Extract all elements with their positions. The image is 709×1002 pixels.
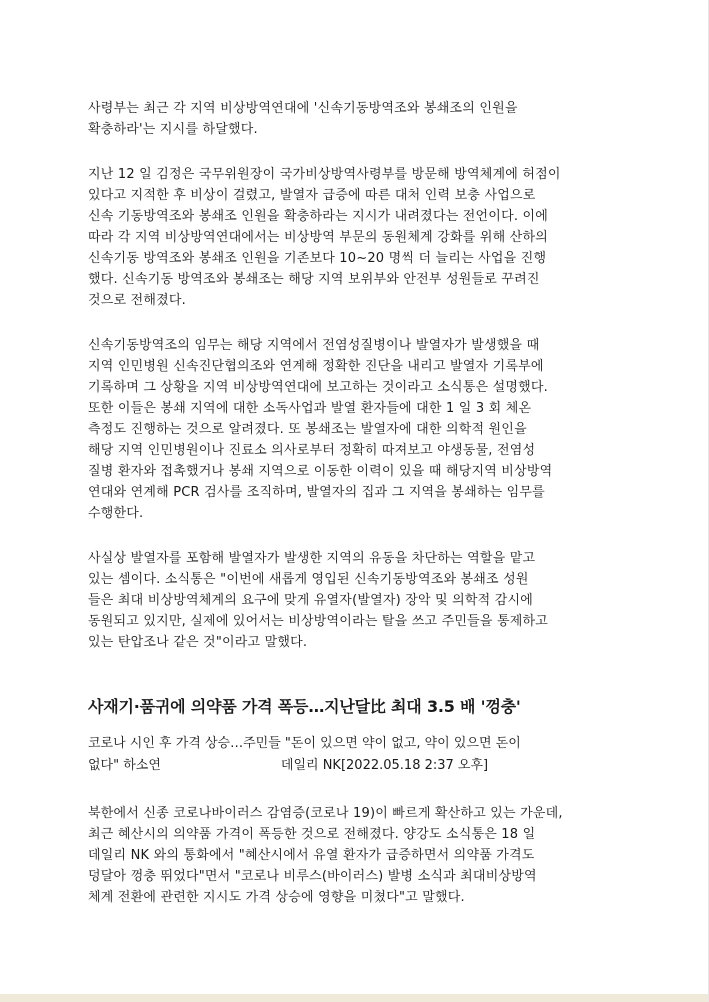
text-line: 신속기동방역조의 임무는 해당 지역에서 전염성질병이나 발열자가 발생했을 때 — [88, 338, 540, 353]
text-line: 것으로 전해졌다. — [88, 293, 186, 308]
subtitle-author-quote: 없다" 하소연 — [88, 758, 161, 773]
text-line: 사령부는 최근 각 지역 비상방역연대에 '신속기동방역조와 봉쇄조의 인원을 — [88, 101, 518, 116]
text-line: 기록하며 그 상황을 지역 비상방역연대에 보고하는 것이라고 소식통은 설명했다. — [88, 380, 549, 395]
article-subtitle — [88, 733, 628, 777]
subtitle-byline-row — [88, 755, 628, 777]
text-line: 질병 환자와 접촉했거나 봉쇄 지역으로 이동한 이력이 있을 때 해당지역 비상방역 — [88, 464, 553, 479]
article-headline: 사재기·품귀에 의약품 가격 폭등…지난달比 최대 3.5 배 '껑충' — [88, 697, 521, 716]
text-line: 연대와 연계해 PCR 검사를 조직하며, 발열자의 집과 그 지역을 봉쇄하는 임무를 — [88, 485, 545, 500]
paragraph-command-order — [88, 98, 628, 140]
text-line: 신속 기동방역조와 봉쇄조 인원을 확충하라는 지시가 내려졌다는 전언이다. 이에 — [88, 209, 549, 224]
text-line: 지난 12 일 김정은 국무위원장이 국가비상방역사령부를 방문해 방역체계에 허점이 — [88, 167, 561, 182]
text-line: 최근 혜산시의 의약품 가격이 폭등한 것으로 전해졌다. 양강도 소식통은 18 일 — [88, 827, 536, 842]
text-line: 수행한다. — [88, 506, 144, 521]
text-line: 들은 최대 비상방역체계의 요구에 맞게 유열자(발열자) 장악 및 의학적 감시에 — [88, 593, 534, 608]
page-bottom-band — [0, 994, 708, 1002]
text-line: 측정도 진행하는 것으로 알려졌다. 또 봉쇄조는 발열자에 대한 의학적 원인을 — [88, 422, 527, 437]
text-line: 했다. 신속기동 방역조와 봉쇄조는 해당 지역 보위부와 안전부 성원들로 꾸려진 — [88, 272, 540, 287]
paragraph-source-quote — [88, 548, 628, 653]
paragraph-medicine-prices — [88, 803, 628, 908]
text-line: 체계 전환에 관련한 지시도 가격 상승에 영향을 미쳤다"고 말했다. — [88, 890, 465, 905]
article-source-date: 데일리 NK[2022.05.18 2:37 오후] — [280, 758, 489, 773]
text-line: 동원되고 있지만, 실제에 있어서는 비상방역이라는 탈을 쓰고 주민들을 통제하고 — [88, 614, 549, 629]
text-line: 덩달아 껑충 뛰었다"면서 "코로나 비루스(바이러스) 발병 소식과 최대비상방역 — [88, 869, 537, 884]
text-line: 있는 탄압조나 같은 것"이라고 말했다. — [88, 635, 308, 650]
text-line: 확충하라'는 지시를 하달했다. — [88, 122, 258, 137]
text-line: 따라 각 지역 비상방역연대에서는 비상방역 부문의 동원체계 강화를 위해 산하의 — [88, 230, 549, 245]
subtitle-line: 코로나 시인 후 가격 상승…주민들 "돈이 있으면 약이 없고, 약이 있으면 돈이 — [88, 736, 521, 751]
text-line: 또한 이들은 봉쇄 지역에 대한 소독사업과 발열 환자들에 대한 1 일 3 회 체온 — [88, 401, 532, 416]
text-line: 신속기동 방역조와 봉쇄조 인원을 기존보다 10~20 명씩 더 늘리는 사업을 진행 — [88, 251, 547, 266]
text-line: 있다고 지적한 후 비상이 걸렸고, 발열자 급증에 따른 대처 인력 보충 사업으로 — [88, 188, 536, 203]
document-body — [88, 98, 628, 932]
text-line: 해당 지역 인민병원이나 진료소 의사로부터 정확히 따져보고 야생동물, 전염성 — [88, 443, 536, 458]
text-line: 있는 셈이다. 소식통은 "이번에 새롭게 영입된 신속기동방역조와 봉쇄조 성원 — [88, 572, 529, 587]
paragraph-team-duties — [88, 335, 628, 524]
paragraph-kim-visit — [88, 164, 628, 311]
text-line: 북한에서 신종 코로나바이러스 감염증(코로나 19)이 빠르게 확산하고 있는 가운데, — [88, 806, 563, 821]
text-line: 사실상 발열자를 포함해 발열자가 발생한 지역의 유동을 차단하는 역할을 맡고 — [88, 551, 536, 566]
text-line: 데일리 NK 와의 통화에서 "혜산시에서 유열 환자가 급증하면서 의약품 가격도 — [88, 848, 535, 863]
text-line: 지역 인민병원 신속진단협의조와 연계해 정확한 진단을 내리고 발열자 기록부에 — [88, 359, 544, 374]
